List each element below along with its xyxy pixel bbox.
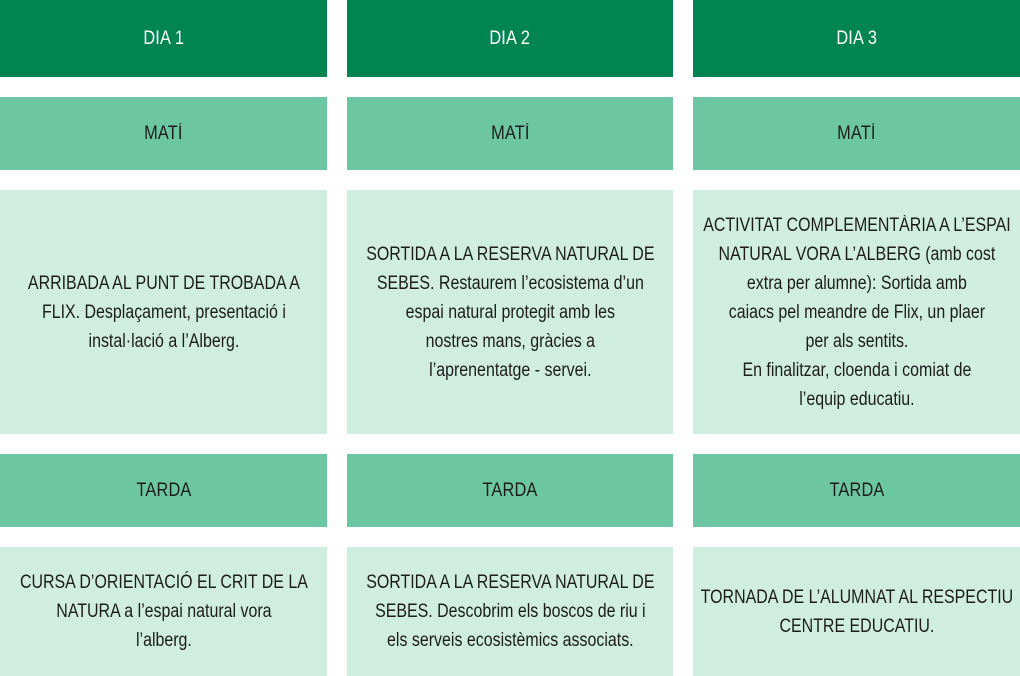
activity-line: CENTRE EDUCATIU. xyxy=(779,615,934,637)
activity-line: l’aprenentatge - servei. xyxy=(428,359,592,381)
activity-line: SEBES. Restaurem l’ecosistema d’un xyxy=(376,272,644,294)
day-2-tarda-header xyxy=(347,454,673,527)
activity-line: l’alberg. xyxy=(135,630,192,651)
activity-line: ARRIBADA AL PUNT DE TROBADA A xyxy=(27,272,300,294)
activity-text xyxy=(0,269,337,356)
activity-line: NATURA a l’espai natural vora xyxy=(55,601,272,622)
activity-line: SORTIDA A LA RESERVA NATURAL DE xyxy=(365,243,655,265)
day-3-tarda-activity xyxy=(693,547,1020,676)
day-1-tarda-header xyxy=(0,454,327,527)
activity-line: extra per alumne): Sortida amb xyxy=(746,272,967,294)
mati-label: MATÍ xyxy=(837,122,876,144)
day-1-tarda-activity xyxy=(0,547,327,676)
day-3-mati-activity xyxy=(693,190,1020,434)
activity-line: FLIX. Desplaçament, presentació i xyxy=(41,301,286,323)
day-1-mati-activity xyxy=(0,190,327,434)
tarda-label: TARDA xyxy=(828,479,885,501)
activity-line: espai natural protegit amb les xyxy=(405,301,615,323)
activity-text xyxy=(683,211,1020,414)
activity-line: TORNADA DE L’ALUMNAT AL RESPECTIU xyxy=(700,586,1013,608)
day-1-header xyxy=(0,0,327,77)
activity-line: ACTIVITAT COMPLEMENTÀRIA A L’ESPAI xyxy=(702,214,1011,236)
tarda-label: TARDA xyxy=(482,479,538,501)
activity-line: l’equip educatiu. xyxy=(798,388,915,410)
activity-line: NATURAL VORA L’ALBERG (amb cost xyxy=(718,243,995,265)
activity-line: els serveis ecosistèmics associats. xyxy=(386,630,634,651)
day-2-title: DIA 2 xyxy=(489,27,531,49)
mati-label: MATÍ xyxy=(144,122,183,144)
activity-text xyxy=(683,583,1020,641)
activity-line: SORTIDA A LA RESERVA NATURAL DE xyxy=(365,572,655,593)
day-3-header xyxy=(693,0,1020,77)
tarda-label: TARDA xyxy=(135,479,192,501)
day-3-mati-header xyxy=(693,97,1020,170)
activity-text xyxy=(337,568,684,655)
activity-line: nostres mans, gràcies a xyxy=(425,330,595,352)
day-2-mati-header xyxy=(347,97,673,170)
day-3-title: DIA 3 xyxy=(836,27,877,49)
day-2-mati-activity xyxy=(347,190,673,434)
activity-text xyxy=(337,240,684,385)
day-1-title: DIA 1 xyxy=(143,27,184,49)
day-1-mati-header xyxy=(0,97,327,170)
activity-line: caiacs pel meandre de Flix, un plaer xyxy=(728,301,985,323)
activity-line: En finalitzar, cloenda i comiat de xyxy=(742,359,971,381)
mati-label: MATÍ xyxy=(490,122,530,144)
activity-line: CURSA D’ORIENTACIÓ EL CRIT DE LA xyxy=(19,572,308,593)
activity-text xyxy=(0,568,337,655)
activity-line: per als sentits. xyxy=(805,330,908,352)
day-2-header xyxy=(347,0,673,77)
activity-line: SEBES. Descobrim els boscos de riu i xyxy=(374,601,646,622)
day-2-tarda-activity xyxy=(347,547,673,676)
day-3-tarda-header xyxy=(693,454,1020,527)
activity-line: instal·lació a l’Alberg. xyxy=(88,330,239,352)
